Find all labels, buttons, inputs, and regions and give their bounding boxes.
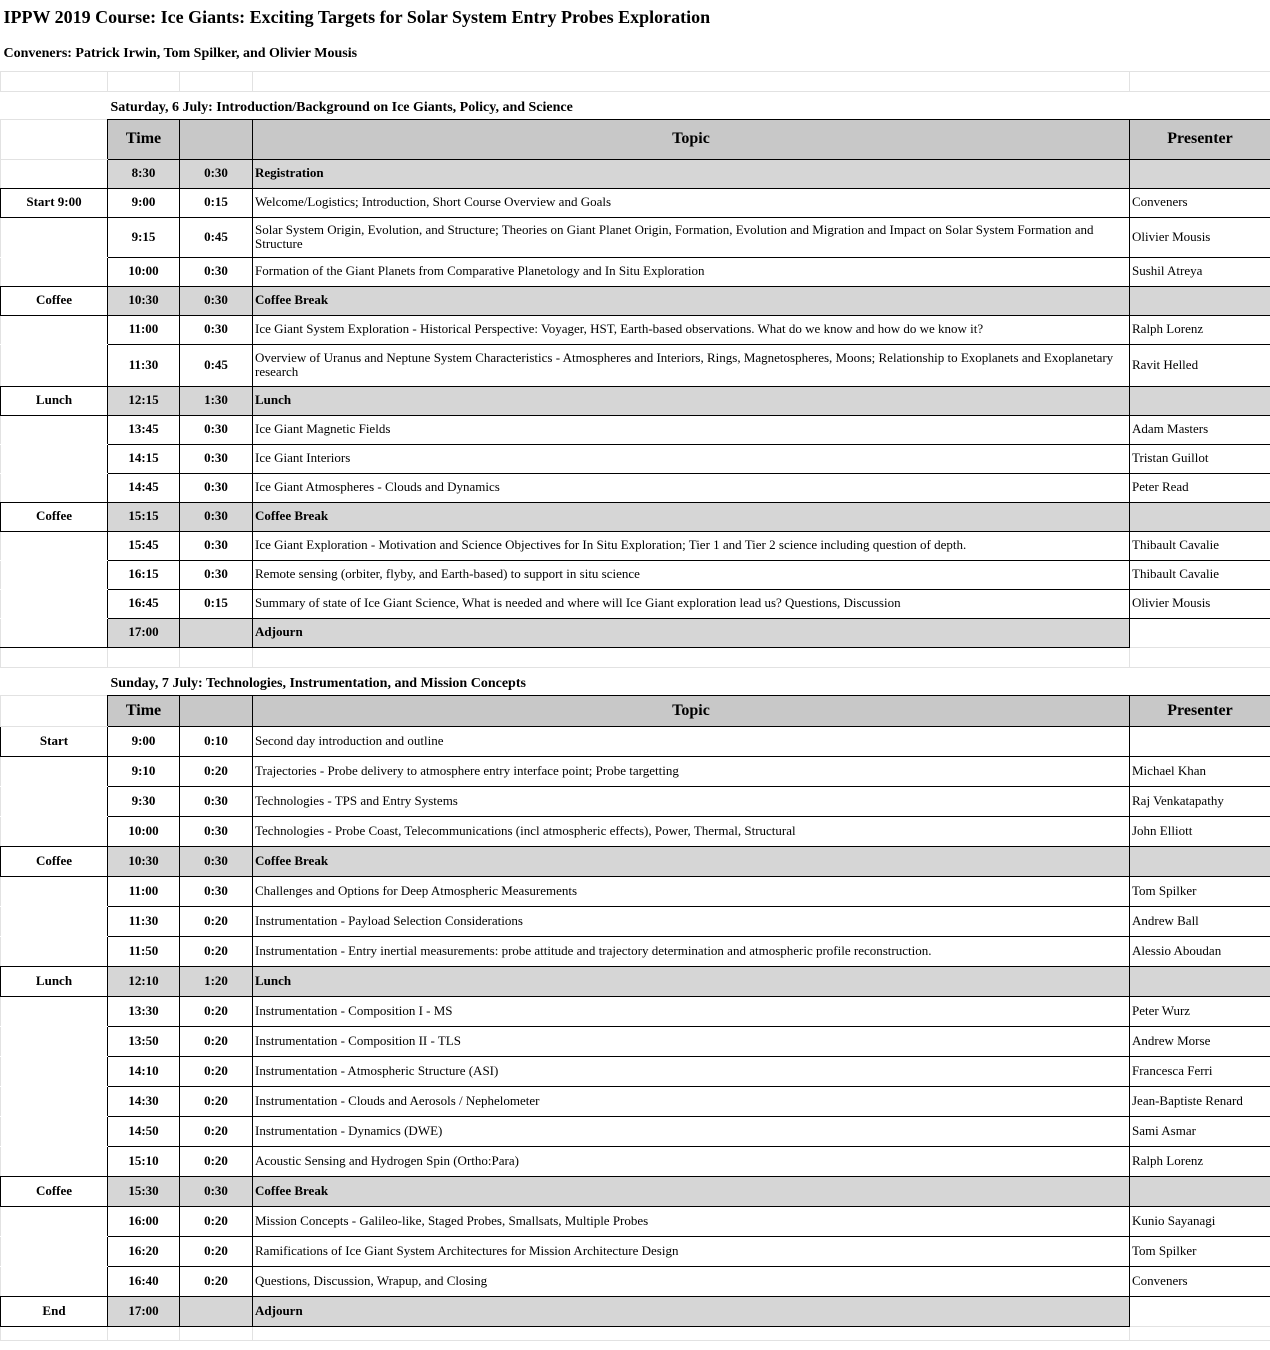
topic-cell: Acoustic Sensing and Hydrogen Spin (Ortho:Para) — [253, 1146, 1130, 1176]
session-label — [1, 756, 108, 786]
duration-cell: 0:20 — [180, 756, 253, 786]
duration-cell: 0:30 — [180, 286, 253, 315]
time-cell: 14:50 — [108, 1116, 180, 1146]
duration-cell: 0:20 — [180, 1056, 253, 1086]
duration-cell: 0:45 — [180, 344, 253, 386]
column-header-row — [1, 695, 1270, 726]
session-label — [1, 1086, 108, 1116]
time-cell: 10:30 — [108, 286, 180, 315]
time-cell: 15:15 — [108, 502, 180, 531]
time-cell: 9:00 — [108, 726, 180, 756]
duration-column-header — [180, 695, 253, 726]
topic-cell: Coffee Break — [253, 502, 1130, 531]
duration-cell: 0:20 — [180, 996, 253, 1026]
session-label — [1, 906, 108, 936]
presenter-cell: Conveners — [1130, 1266, 1270, 1296]
time-cell: 14:10 — [108, 1056, 180, 1086]
topic-cell: Mission Concepts - Galileo-like, Staged Probes, Smallsats, Multiple Probes — [253, 1206, 1130, 1236]
presenter-cell — [1130, 846, 1270, 876]
session-label — [1, 415, 108, 444]
session-label — [1, 257, 108, 286]
time-cell: 11:30 — [108, 344, 180, 386]
spacer-row — [1, 647, 1270, 667]
session-label — [1, 444, 108, 473]
duration-cell: 0:30 — [180, 1176, 253, 1206]
topic-cell: Formation of the Giant Planets from Comparative Planetology and In Situ Exploration — [253, 257, 1130, 286]
schedule-row — [1, 502, 1270, 531]
session-label — [1, 816, 108, 846]
duration-cell: 1:20 — [180, 966, 253, 996]
topic-cell: Instrumentation - Payload Selection Considerations — [253, 906, 1130, 936]
topic-cell: Ice Giant Exploration - Motivation and Science Objectives for In Situ Exploration; Tier 1 and Tier 2 science including question of depth. — [253, 531, 1130, 560]
schedule-row — [1, 936, 1270, 966]
label-column-header — [1, 119, 108, 159]
topic-cell: Technologies - Probe Coast, Telecommunications (incl atmospheric effects), Power, Thermal, Structural — [253, 816, 1130, 846]
presenter-cell: Thibault Cavalie — [1130, 560, 1270, 589]
topic-cell: Instrumentation - Clouds and Aerosols / Nephelometer — [253, 1086, 1130, 1116]
schedule-row — [1, 846, 1270, 876]
presenter-cell: Olivier Mousis — [1130, 217, 1270, 257]
column-header-row — [1, 119, 1270, 159]
time-cell: 12:15 — [108, 386, 180, 415]
duration-cell: 0:20 — [180, 1146, 253, 1176]
session-label: Lunch — [1, 386, 108, 415]
topic-cell: Solar System Origin, Evolution, and Structure; Theories on Giant Planet Origin, Formation, Evolution and Migration and Impact on Solar System Formation and Structure — [253, 217, 1130, 257]
session-label — [1, 1236, 108, 1266]
time-column-header: Time — [108, 695, 180, 726]
label-column-header — [1, 695, 108, 726]
presenter-cell: Andrew Ball — [1130, 906, 1270, 936]
presenter-cell: Jean-Baptiste Renard — [1130, 1086, 1270, 1116]
topic-cell: Remote sensing (orbiter, flyby, and Earth-based) to support in situ science — [253, 560, 1130, 589]
topic-cell: Trajectories - Probe delivery to atmosphere entry interface point; Probe targetting — [253, 756, 1130, 786]
topic-cell: Coffee Break — [253, 846, 1130, 876]
trailing-row — [1, 1326, 1270, 1340]
time-cell: 13:45 — [108, 415, 180, 444]
conveners-line: Conveners: Patrick Irwin, Tom Spilker, and Olivier Mousis — [3, 45, 358, 61]
presenter-cell: Tristan Guillot — [1130, 444, 1270, 473]
day-heading-row — [1, 667, 1270, 695]
time-column-header: Time — [108, 119, 180, 159]
topic-cell: Coffee Break — [253, 286, 1130, 315]
schedule-row — [1, 344, 1270, 386]
schedule-row — [1, 786, 1270, 816]
topic-cell: Summary of state of Ice Giant Science, What is needed and where will Ice Giant exploration lead us? Questions, Discussion — [253, 589, 1130, 618]
duration-cell: 1:30 — [180, 386, 253, 415]
topic-cell: Questions, Discussion, Wrapup, and Closing — [253, 1266, 1130, 1296]
session-label — [1, 1266, 108, 1296]
topic-cell: Ice Giant Atmospheres - Clouds and Dynamics — [253, 473, 1130, 502]
duration-cell: 0:30 — [180, 159, 253, 188]
duration-cell: 0:15 — [180, 188, 253, 217]
schedule-row — [1, 1116, 1270, 1146]
presenter-cell: Sami Asmar — [1130, 1116, 1270, 1146]
presenter-cell: Kunio Sayanagi — [1130, 1206, 1270, 1236]
topic-column-header: Topic — [253, 119, 1130, 159]
schedule-row — [1, 315, 1270, 344]
time-cell: 11:30 — [108, 906, 180, 936]
presenter-cell: Adam Masters — [1130, 415, 1270, 444]
presenter-cell: John Elliott — [1130, 816, 1270, 846]
topic-cell: Ice Giant Interiors — [253, 444, 1130, 473]
duration-cell: 0:10 — [180, 726, 253, 756]
duration-cell: 0:20 — [180, 1266, 253, 1296]
presenter-cell: Francesca Ferri — [1130, 1056, 1270, 1086]
topic-cell: Ramifications of Ice Giant System Architectures for Mission Architecture Design — [253, 1236, 1130, 1266]
time-cell: 16:15 — [108, 560, 180, 589]
duration-cell: 0:20 — [180, 906, 253, 936]
schedule-row — [1, 966, 1270, 996]
schedule-row — [1, 1026, 1270, 1056]
presenter-cell — [1130, 286, 1270, 315]
topic-cell: Ice Giant Magnetic Fields — [253, 415, 1130, 444]
presenter-cell: Ravit Helled — [1130, 344, 1270, 386]
session-label: Coffee — [1, 502, 108, 531]
presenter-cell: Michael Khan — [1130, 756, 1270, 786]
time-cell: 10:00 — [108, 257, 180, 286]
schedule-row — [1, 188, 1270, 217]
session-label — [1, 560, 108, 589]
schedule-row — [1, 996, 1270, 1026]
time-cell: 9:15 — [108, 217, 180, 257]
session-label — [1, 1146, 108, 1176]
schedule-row — [1, 473, 1270, 502]
schedule-row — [1, 906, 1270, 936]
presenter-cell — [1130, 726, 1270, 756]
presenter-cell: Alessio Aboudan — [1130, 936, 1270, 966]
duration-cell: 0:20 — [180, 1236, 253, 1266]
presenter-cell: Ralph Lorenz — [1130, 315, 1270, 344]
presenter-cell: Olivier Mousis — [1130, 589, 1270, 618]
time-cell: 9:30 — [108, 786, 180, 816]
session-label: Coffee — [1, 1176, 108, 1206]
topic-cell: Overview of Uranus and Neptune System Characteristics - Atmospheres and Interiors, Rings, Magnetospheres, Moons; Relationship to Exoplanets and Exoplanetary research — [253, 344, 1130, 386]
topic-cell: Instrumentation - Atmospheric Structure (ASI) — [253, 1056, 1130, 1086]
duration-cell — [180, 1296, 253, 1326]
schedule-row — [1, 1266, 1270, 1296]
topic-cell: Instrumentation - Composition II - TLS — [253, 1026, 1130, 1056]
time-cell: 17:00 — [108, 1296, 180, 1326]
schedule-row — [1, 286, 1270, 315]
duration-cell: 0:20 — [180, 1026, 253, 1056]
session-label — [1, 996, 108, 1026]
topic-column-header: Topic — [253, 695, 1130, 726]
duration-cell: 0:30 — [180, 846, 253, 876]
presenter-cell — [1130, 618, 1270, 647]
presenter-cell: Sushil Atreya — [1130, 257, 1270, 286]
presenter-cell: Tom Spilker — [1130, 876, 1270, 906]
presenter-column-header: Presenter — [1130, 119, 1270, 159]
duration-cell: 0:30 — [180, 876, 253, 906]
topic-cell: Welcome/Logistics; Introduction, Short Course Overview and Goals — [253, 188, 1130, 217]
topic-cell: Registration — [253, 159, 1130, 188]
presenter-cell — [1130, 1296, 1270, 1326]
presenter-cell: Raj Venkatapathy — [1130, 786, 1270, 816]
time-cell: 13:30 — [108, 996, 180, 1026]
session-label — [1, 876, 108, 906]
session-label — [1, 344, 108, 386]
presenter-cell: Peter Wurz — [1130, 996, 1270, 1026]
schedule-row — [1, 1086, 1270, 1116]
time-cell: 14:15 — [108, 444, 180, 473]
session-label: Lunch — [1, 966, 108, 996]
duration-cell — [180, 618, 253, 647]
day-heading-row — [1, 91, 1270, 119]
time-cell: 9:10 — [108, 756, 180, 786]
session-label — [1, 159, 108, 188]
presenter-cell: Andrew Morse — [1130, 1026, 1270, 1056]
time-cell: 16:20 — [108, 1236, 180, 1266]
session-label: Coffee — [1, 846, 108, 876]
time-cell: 11:00 — [108, 876, 180, 906]
session-label — [1, 1116, 108, 1146]
session-label: Start — [1, 726, 108, 756]
session-label — [1, 618, 108, 647]
schedule-row — [1, 1176, 1270, 1206]
schedule-row — [1, 1296, 1270, 1326]
schedule-row — [1, 1056, 1270, 1086]
session-label — [1, 786, 108, 816]
time-cell: 11:00 — [108, 315, 180, 344]
duration-cell: 0:30 — [180, 816, 253, 846]
session-label — [1, 589, 108, 618]
presenter-cell: Peter Read — [1130, 473, 1270, 502]
time-cell: 15:45 — [108, 531, 180, 560]
day-heading: Sunday, 7 July: Technologies, Instrumentation, and Mission Concepts — [110, 676, 526, 692]
duration-cell: 0:45 — [180, 217, 253, 257]
time-cell: 8:30 — [108, 159, 180, 188]
time-cell: 16:40 — [108, 1266, 180, 1296]
schedule-row — [1, 159, 1270, 188]
schedule-row — [1, 1146, 1270, 1176]
duration-cell: 0:30 — [180, 502, 253, 531]
duration-cell: 0:30 — [180, 786, 253, 816]
duration-cell: 0:30 — [180, 257, 253, 286]
session-label — [1, 531, 108, 560]
duration-column-header — [180, 119, 253, 159]
session-label — [1, 1206, 108, 1236]
schedule-row — [1, 415, 1270, 444]
topic-cell: Lunch — [253, 966, 1130, 996]
time-cell: 17:00 — [108, 618, 180, 647]
time-cell: 14:45 — [108, 473, 180, 502]
topic-cell: Adjourn — [253, 618, 1130, 647]
presenter-cell — [1130, 966, 1270, 996]
session-label — [1, 1026, 108, 1056]
duration-cell: 0:30 — [180, 315, 253, 344]
presenter-cell — [1130, 1176, 1270, 1206]
duration-cell: 0:30 — [180, 531, 253, 560]
time-cell: 16:45 — [108, 589, 180, 618]
schedule-row — [1, 1236, 1270, 1266]
duration-cell: 0:20 — [180, 1116, 253, 1146]
schedule-row — [1, 217, 1270, 257]
presenter-cell: Conveners — [1130, 188, 1270, 217]
presenter-cell: Tom Spilker — [1130, 1236, 1270, 1266]
schedule-row — [1, 589, 1270, 618]
schedule-row — [1, 444, 1270, 473]
duration-cell: 0:15 — [180, 589, 253, 618]
time-cell: 15:10 — [108, 1146, 180, 1176]
schedule-row — [1, 257, 1270, 286]
duration-cell: 0:30 — [180, 473, 253, 502]
topic-cell: Technologies - TPS and Entry Systems — [253, 786, 1130, 816]
time-cell: 10:00 — [108, 816, 180, 846]
session-label: End — [1, 1296, 108, 1326]
day-heading: Saturday, 6 July: Introduction/Background on Ice Giants, Policy, and Science — [110, 100, 573, 116]
schedule-row — [1, 876, 1270, 906]
time-cell: 10:30 — [108, 846, 180, 876]
schedule-row — [1, 726, 1270, 756]
page-title: IPPW 2019 Course: Ice Giants: Exciting Targets for Solar System Entry Probes Exploration — [3, 7, 711, 28]
session-label: Coffee — [1, 286, 108, 315]
time-cell: 14:30 — [108, 1086, 180, 1116]
presenter-cell — [1130, 159, 1270, 188]
duration-cell: 0:20 — [180, 1206, 253, 1236]
topic-cell: Challenges and Options for Deep Atmospheric Measurements — [253, 876, 1130, 906]
time-cell: 16:00 — [108, 1206, 180, 1236]
session-label — [1, 473, 108, 502]
session-label — [1, 315, 108, 344]
presenter-cell — [1130, 502, 1270, 531]
session-label — [1, 936, 108, 966]
schedule-row — [1, 816, 1270, 846]
topic-cell: Instrumentation - Composition I - MS — [253, 996, 1130, 1026]
time-cell: 11:50 — [108, 936, 180, 966]
schedule-row — [1, 618, 1270, 647]
presenter-cell — [1130, 386, 1270, 415]
duration-cell: 0:20 — [180, 1086, 253, 1116]
presenter-cell: Thibault Cavalie — [1130, 531, 1270, 560]
topic-cell: Ice Giant System Exploration - Historical Perspective: Voyager, HST, Earth-based observations. What do we know and how do we know it? — [253, 315, 1130, 344]
presenter-column-header: Presenter — [1130, 695, 1270, 726]
topic-cell: Lunch — [253, 386, 1130, 415]
schedule-row — [1, 386, 1270, 415]
time-cell: 15:30 — [108, 1176, 180, 1206]
duration-cell: 0:20 — [180, 936, 253, 966]
time-cell: 12:10 — [108, 966, 180, 996]
schedule-row — [1, 560, 1270, 589]
session-label: Start 9:00 — [1, 188, 108, 217]
duration-cell: 0:30 — [180, 415, 253, 444]
topic-cell: Adjourn — [253, 1296, 1130, 1326]
duration-cell: 0:30 — [180, 444, 253, 473]
topic-cell: Coffee Break — [253, 1176, 1130, 1206]
schedule-row — [1, 531, 1270, 560]
session-label — [1, 217, 108, 257]
time-cell: 9:00 — [108, 188, 180, 217]
schedule-row — [1, 756, 1270, 786]
schedule-row — [1, 1206, 1270, 1236]
time-cell: 13:50 — [108, 1026, 180, 1056]
topic-cell: Second day introduction and outline — [253, 726, 1130, 756]
presenter-cell: Ralph Lorenz — [1130, 1146, 1270, 1176]
duration-cell: 0:30 — [180, 560, 253, 589]
topic-cell: Instrumentation - Entry inertial measurements: probe attitude and trajectory determination and atmospheric profile reconstruction. — [253, 936, 1130, 966]
session-label — [1, 1056, 108, 1086]
topic-cell: Instrumentation - Dynamics (DWE) — [253, 1116, 1130, 1146]
